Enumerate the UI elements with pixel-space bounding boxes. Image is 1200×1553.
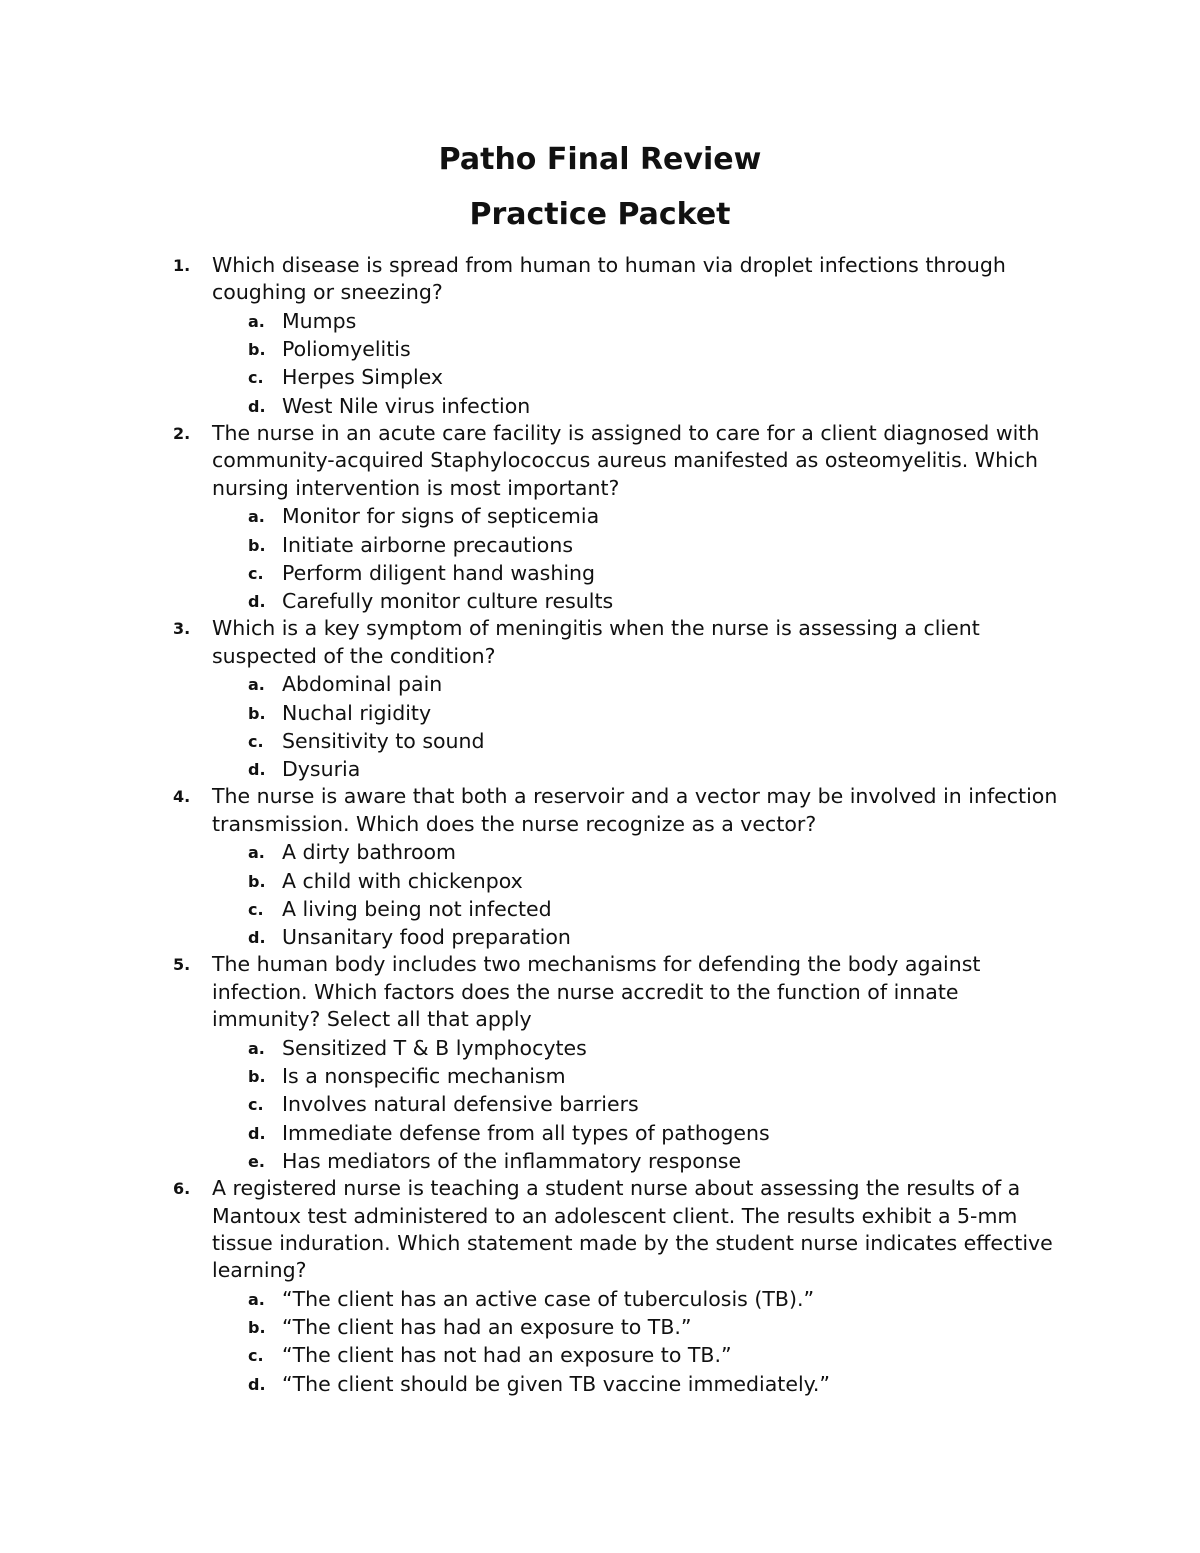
option-text: Has mediators of the inflammatory response — [282, 1148, 742, 1173]
answer-options — [212, 670, 1062, 783]
answer-option — [212, 1370, 1062, 1398]
answer-option — [212, 1034, 1062, 1062]
answer-option — [212, 867, 1062, 895]
question-item — [0, 951, 1062, 1175]
option-text: “The client has an active case of tuberculosis (TB).” — [282, 1286, 815, 1311]
option-text: A dirty bathroom — [282, 840, 456, 865]
question-item — [0, 615, 1062, 783]
answer-option — [212, 1147, 1062, 1175]
option-text: Mumps — [282, 308, 357, 333]
option-text: Sensitized T & B lymphocytes — [282, 1035, 587, 1060]
answer-option — [212, 1285, 1062, 1313]
option-text: Nuchal rigidity — [282, 700, 432, 725]
option-letter: b. — [248, 871, 266, 891]
option-letter: d. — [248, 396, 266, 416]
option-letter: c. — [248, 1346, 264, 1366]
option-text: Herpes Simplex — [282, 365, 444, 390]
answer-option — [212, 1062, 1062, 1090]
option-letter: a. — [248, 675, 265, 695]
question-list — [0, 252, 1200, 1398]
answer-options — [212, 1034, 1062, 1175]
question-number: 4. — [173, 787, 191, 807]
option-text: Sensitivity to sound — [282, 728, 485, 753]
answer-option — [212, 895, 1062, 923]
question-text: Which disease is spread from human to human via droplet infections through coughing or sneezing? — [212, 253, 1006, 305]
answer-option — [212, 587, 1062, 615]
option-text: Is a nonspecific mechanism — [282, 1063, 566, 1088]
answer-options — [212, 1285, 1062, 1398]
option-letter: d. — [248, 1374, 266, 1394]
option-letter: b. — [248, 1066, 266, 1086]
option-letter: b. — [248, 340, 266, 360]
answer-option — [212, 531, 1062, 559]
answer-option — [212, 670, 1062, 698]
answer-option — [212, 699, 1062, 727]
option-text: Carefully monitor culture results — [282, 589, 614, 614]
question-text: A registered nurse is teaching a student nurse about assessing the results of a Mantoux test administered to an adolescent client. The results exhibit a 5-mm tissue induration. Which statement made by the student nurse indicates effective learning? — [212, 1176, 1053, 1283]
option-text: Involves natural defensive barriers — [282, 1092, 639, 1117]
option-text: Abdominal pain — [282, 672, 443, 697]
answer-options — [212, 502, 1062, 615]
option-letter: c. — [248, 1095, 264, 1115]
option-letter: a. — [248, 311, 265, 331]
answer-option — [212, 1090, 1062, 1118]
option-letter: a. — [248, 1289, 265, 1309]
question-item — [0, 252, 1062, 420]
answer-option — [212, 335, 1062, 363]
answer-option — [212, 1119, 1062, 1147]
answer-option — [212, 1313, 1062, 1341]
option-text: Unsanitary food preparation — [282, 925, 571, 950]
answer-option — [212, 559, 1062, 587]
option-text: A child with chickenpox — [282, 868, 523, 893]
document-subtitle: Practice Packet — [469, 197, 731, 232]
question-number: 2. — [173, 424, 191, 443]
question-number: 5. — [173, 955, 191, 975]
question-item — [0, 420, 1062, 615]
question-number: 3. — [173, 619, 191, 639]
answer-option — [212, 838, 1062, 866]
answer-option — [212, 363, 1062, 391]
answer-option — [212, 502, 1062, 530]
option-letter: d. — [248, 592, 266, 612]
option-text: Poliomyelitis — [282, 337, 411, 362]
answer-option — [212, 1341, 1062, 1369]
option-letter: a. — [248, 1038, 265, 1058]
option-letter: a. — [248, 843, 265, 863]
option-letter: c. — [248, 368, 264, 388]
answer-option — [212, 307, 1062, 335]
option-text: Immediate defense from all types of pathogens — [282, 1120, 770, 1145]
option-text: Initiate airborne precautions — [282, 532, 574, 557]
option-letter: c. — [248, 899, 264, 919]
question-number: 6. — [173, 1179, 191, 1199]
option-text: Perform diligent hand washing — [282, 560, 596, 585]
question-text: Which is a key symptom of meningitis when the nurse is assessing a client suspected of the condition? — [212, 616, 980, 668]
option-text: “The client should be given TB vaccine immediately.” — [282, 1371, 830, 1396]
question-text: The human body includes two mechanisms for defending the body against infection. Which factors does the nurse accredit to the function of innate immunity? Select all that apply — [212, 952, 981, 1032]
option-text: West Nile virus infection — [282, 393, 531, 418]
option-letter: c. — [248, 563, 264, 583]
answer-option — [212, 392, 1062, 420]
option-letter: d. — [248, 928, 266, 948]
option-text: Monitor for signs of septicemia — [282, 504, 600, 529]
answer-option — [212, 755, 1062, 783]
option-letter: e. — [248, 1151, 265, 1171]
document-title: Patho Final Review — [438, 142, 762, 177]
answer-option — [212, 923, 1062, 951]
question-item — [0, 783, 1062, 951]
option-text: “The client has had an exposure to TB.” — [282, 1315, 692, 1340]
question-text: The nurse in an acute care facility is assigned to care for a client diagnosed with community-acquired Staphylococcus aureus manifested as osteomyelitis. Which nursing intervention is most important? — [212, 421, 1040, 500]
option-letter: a. — [248, 507, 265, 527]
option-letter: b. — [248, 703, 266, 723]
answer-option — [212, 727, 1062, 755]
option-letter: c. — [248, 731, 264, 751]
option-text: Dysuria — [282, 757, 361, 782]
question-item — [0, 1175, 1062, 1398]
option-letter: d. — [248, 760, 266, 780]
option-text: “The client has not had an exposure to TB.” — [282, 1343, 732, 1368]
answer-options — [212, 307, 1062, 420]
option-letter: b. — [248, 535, 266, 555]
option-letter: b. — [248, 1318, 266, 1338]
question-number: 1. — [173, 256, 191, 275]
question-text: The nurse is aware that both a reservoir and a vector may be involved in infection transmission. Which does the nurse recognize as a vector? — [212, 784, 1058, 836]
option-letter: d. — [248, 1123, 266, 1143]
option-text: A living being not infected — [282, 896, 552, 921]
answer-options — [212, 838, 1062, 951]
